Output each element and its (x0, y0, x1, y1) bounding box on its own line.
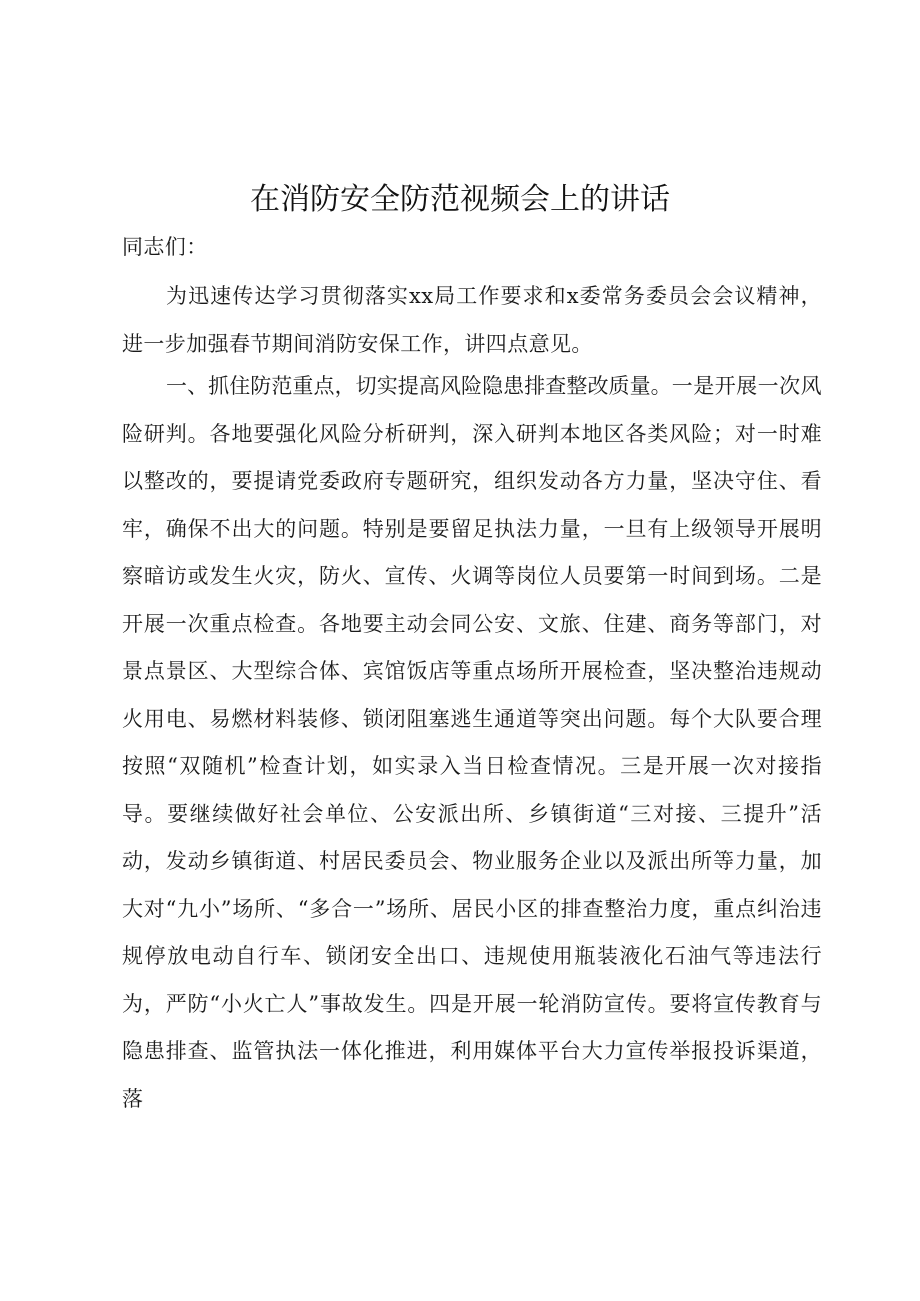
intro-paragraph: 为迅速传达学习贯彻落实xx局工作要求和x委常务委员会会议精神，进一步加强春节期间消防安保工作，讲四点意见。 (122, 284, 822, 356)
document-title: 在消防安全防范视频会上的讲话 (250, 182, 670, 217)
salutation: 同志们： (122, 235, 208, 259)
section-one-heading: 一、抓住防范重点，切实提高风险隐患排查整改质量。 (166, 374, 672, 398)
section-one-paragraph (122, 363, 822, 1123)
section-one-body: 一是开展一次风险研判。各地要强化风险分析研判，深入研判本地区各类风险；对一时难以整改的，要提请党委政府专题研究，组织发动各方力量，坚决守住、看牢，确保不出大的问题。特别是要留足执法力量，一旦有上级领导开展明察暗访或发生火灾，防火、宣传、火调等岗位人员要第一时间到场。二是开展一次重点检查。各地要主动会同公安、文旅、住建、商务等部门，对景点景区、大型综合体、宾馆饭店等重点场所开展检查，坚决整治违规动火用电、易燃材料装修、锁闭阻塞逃生通道等突出问题。每个大队要合理按照“双随机”检查计划，如实录入当日检查情况。三是开展一次对接指导。要继续做好社会单位、公安派出所、乡镇街道“三对接、三提升”活动，发动乡镇街道、村居民委员会、物业服务企业以及派出所等力量，加大对“九小”场所、“多合一”场所、居民小区的排查整治力度，重点纠治违规停放电动自行车、锁闭安全出口、违规使用瓶装液化石油气等违法行为，严防“小火亡人”事故发生。四是开展一轮消防宣传。要将宣传教育与隐患排查、监管执法一体化推进，利用媒体平台大力宣传举报投诉渠道，落 (122, 374, 822, 1111)
